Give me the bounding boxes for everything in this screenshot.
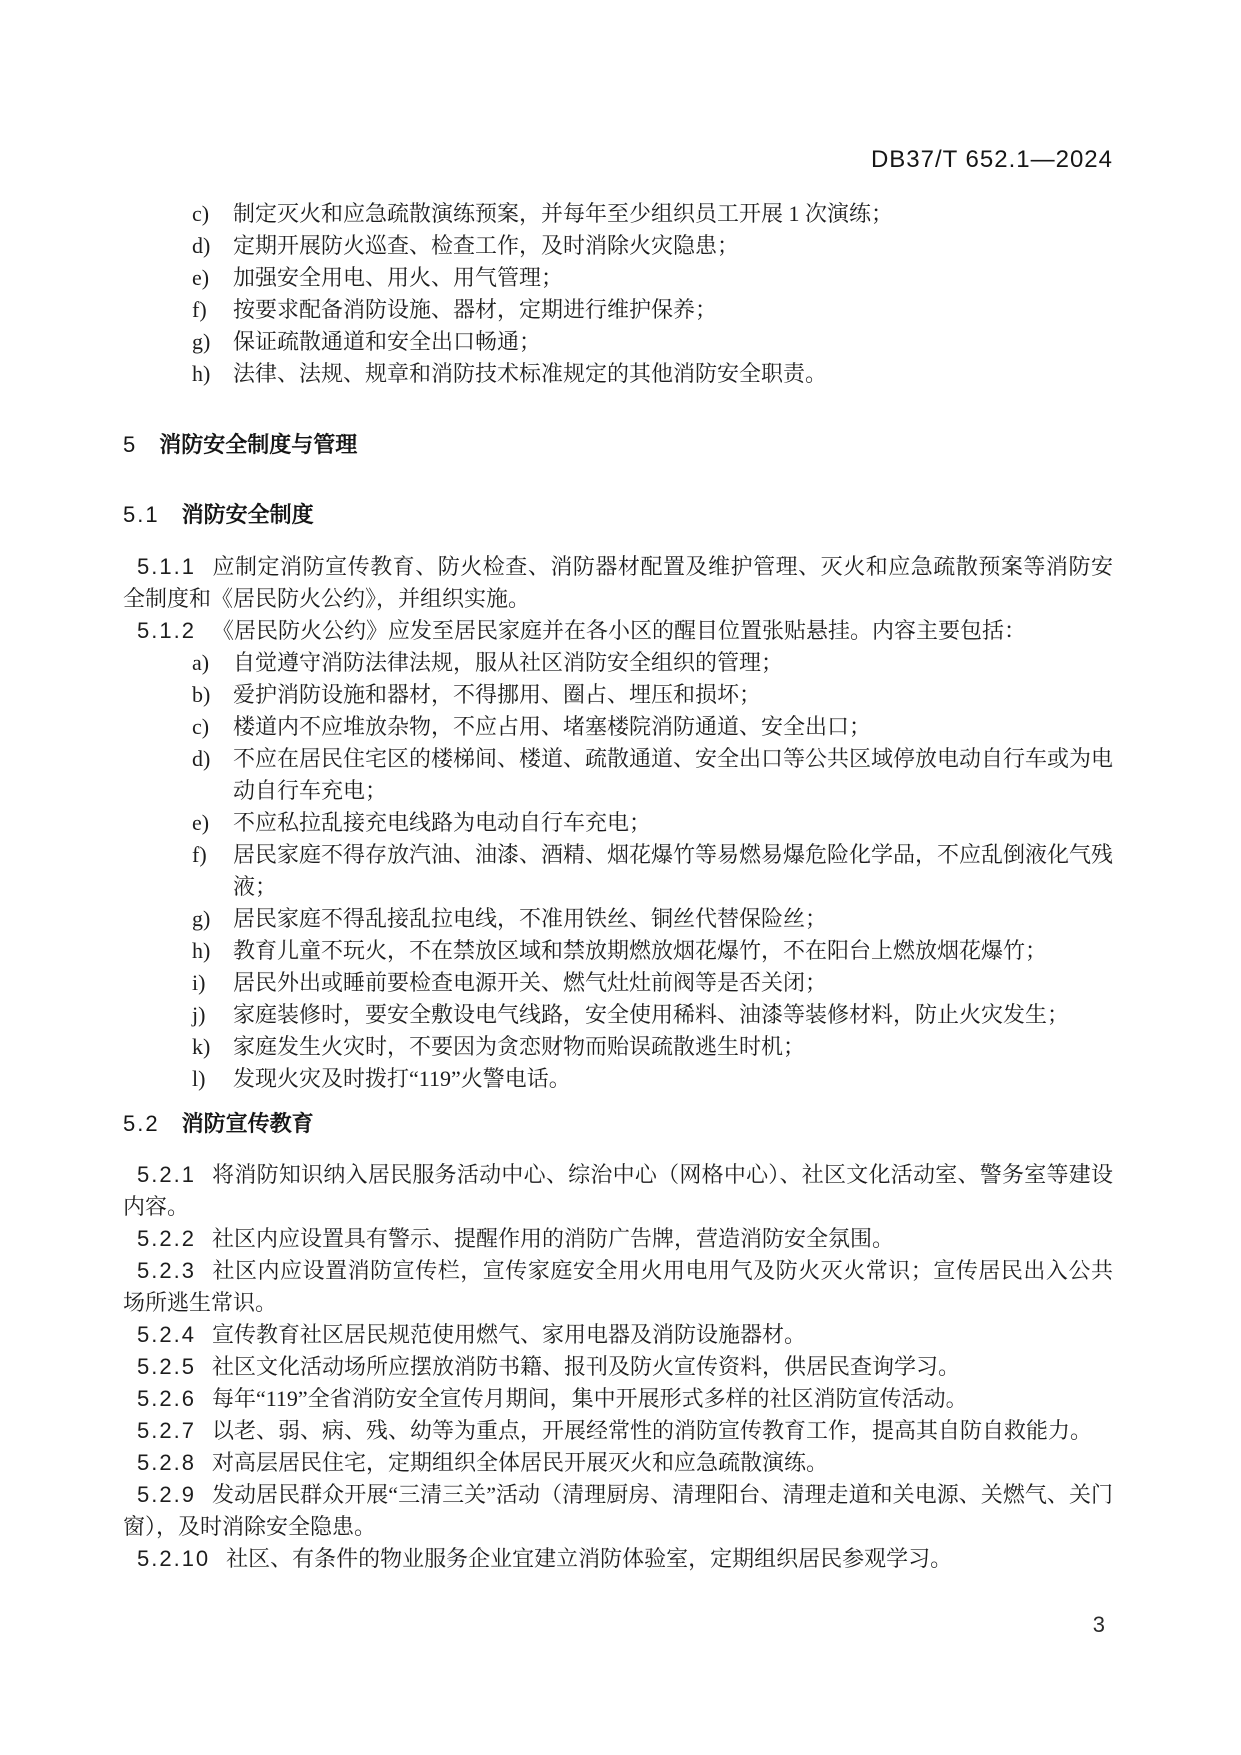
clause-text: 社区、有条件的物业服务企业宜建立消防体验室，定期组织居民参观学习。: [226, 1546, 953, 1571]
list-item: [123, 839, 1113, 903]
list-item-text: 制定灭火和应急疏散演练预案，并每年至少组织员工开展 1 次演练；: [233, 201, 894, 226]
clause: [123, 551, 1113, 615]
clause: [123, 1415, 1113, 1447]
clause-number: 5.2.9: [137, 1482, 196, 1507]
list-item: [123, 358, 1113, 390]
list-item-text: 定期开展防火巡查、检查工作，及时消除火灾隐患；: [233, 233, 740, 258]
section-5-2-number: 5.2: [123, 1111, 160, 1136]
list-item-text: 楼道内不应堆放杂物，不应占用、堵塞楼院消防通道、安全出口；: [233, 714, 872, 739]
clause-text: 应制定消防宣传教育、防火检查、消防器材配置及维护管理、灭火和应急疏散预案等消防安全制度和《居民防火公约》，并组织实施。: [123, 554, 1113, 611]
clause: [123, 1479, 1113, 1543]
clause-number: 5.2.5: [137, 1354, 196, 1379]
list-item-text: 家庭装修时，要安全敷设电气线路，安全使用稀料、油漆等装修材料，防止火灾发生；: [233, 1002, 1070, 1027]
list-item-text: 家庭发生火灾时，不要因为贪恋财物而贻误疏散逃生时机；: [233, 1034, 806, 1059]
list-item: [123, 807, 1113, 839]
covenant-list: [123, 647, 1113, 1095]
list-item-label: b): [192, 682, 211, 707]
list-item: [123, 903, 1113, 935]
list-item: [123, 711, 1113, 743]
clause-text: 每年“119”全省消防安全宣传月期间，集中开展形式多样的社区消防宣传活动。: [211, 1386, 968, 1411]
section-5-1-number: 5.1: [123, 502, 160, 527]
section-5-heading: [123, 430, 1113, 460]
list-item-label: d): [192, 233, 211, 258]
clause-number: 5.2.8: [137, 1450, 196, 1475]
list-item: [123, 294, 1113, 326]
section-5-1-heading: [123, 500, 1113, 530]
clause-number: 5.2.10: [137, 1546, 211, 1571]
list-item: [123, 1031, 1113, 1063]
section-5-2-heading: [123, 1109, 1113, 1139]
list-item: [123, 198, 1113, 230]
clause-number: 5.2.2: [137, 1226, 196, 1251]
section-5-2-title: 消防宣传教育: [181, 1111, 314, 1136]
clause-number: 5.2.3: [137, 1258, 196, 1283]
clause-number: 5.1.2: [137, 618, 196, 643]
list-item: [123, 647, 1113, 679]
page-number: 3: [1092, 1612, 1105, 1637]
list-item-label: j): [192, 1002, 206, 1027]
clause-text: 将消防知识纳入居民服务活动中心、综治中心（网格中心）、社区文化活动室、警务室等建设内容。: [123, 1162, 1113, 1219]
doc-code-header: DB37/T 652.1—2024: [870, 146, 1113, 173]
list-item-text: 教育儿童不玩火，不在禁放区域和禁放期燃放烟花爆竹，不在阳台上燃放烟花爆竹；: [233, 938, 1048, 963]
list-item-text: 居民家庭不得乱接乱拉电线，不准用铁丝、铜丝代替保险丝；: [233, 906, 828, 931]
list-item-text: 按要求配备消防设施、器材，定期进行维护保养；: [233, 297, 718, 322]
clause-number: 5.2.7: [137, 1418, 196, 1443]
list-item-label: h): [192, 938, 211, 963]
list-item-text: 不应在居民住宅区的楼梯间、楼道、疏散通道、安全出口等公共区域停放电动自行车或为电动自行车充电；: [233, 746, 1114, 803]
list-item-text: 不应私拉乱接充电线路为电动自行车充电；: [233, 810, 652, 835]
section-5-2-clauses: [123, 1159, 1113, 1575]
clause-text: 《居民防火公约》应发至居民家庭并在各小区的醒目位置张贴悬挂。内容主要包括：: [211, 618, 1026, 643]
list-item-label: e): [192, 265, 210, 290]
list-item-label: l): [192, 1066, 206, 1091]
list-item-label: c): [192, 201, 210, 226]
list-item-text: 爱护消防设施和器材，不得挪用、圈占、埋压和损坏；: [233, 682, 762, 707]
list-item: [123, 230, 1113, 262]
list-item-text: 加强安全用电、用火、用气管理；: [233, 265, 564, 290]
section-5-number: 5: [123, 432, 138, 457]
list-item: [123, 262, 1113, 294]
list-item-text: 居民外出或睡前要检查电源开关、燃气灶灶前阀等是否关闭；: [233, 970, 828, 995]
list-item-text: 发现火灾及时拨打“119”火警电话。: [233, 1066, 571, 1091]
list-item-label: g): [192, 906, 211, 931]
list-item: [123, 679, 1113, 711]
clause-number: 5.2.6: [137, 1386, 196, 1411]
clause-text: 社区内应设置消防宣传栏，宣传家庭安全用火用电用气及防火灭火常识；宣传居民出入公共场所逃生常识。: [123, 1258, 1113, 1315]
list-item-label: f): [192, 842, 207, 867]
section-5-1-clauses: [123, 551, 1113, 647]
list-item: [123, 1063, 1113, 1095]
clause-text: 发动居民群众开展“三清三关”活动（清理厨房、清理阳台、清理走道和关电源、关燃气、关门窗），及时消除安全隐患。: [123, 1482, 1113, 1539]
list-item: [123, 999, 1113, 1031]
list-item-text: 自觉遵守消防法律法规，服从社区消防安全组织的管理；: [233, 650, 784, 675]
list-item-label: a): [192, 650, 210, 675]
list-item: [123, 326, 1113, 358]
list-item: [123, 743, 1113, 807]
list-item-text: 法律、法规、规章和消防技术标准规定的其他消防安全职责。: [233, 361, 828, 386]
clause: [123, 1351, 1113, 1383]
clause: [123, 1447, 1113, 1479]
list-item-label: f): [192, 297, 207, 322]
clause-number: 5.2.1: [137, 1162, 196, 1187]
clause-text: 以老、弱、病、残、幼等为重点，开展经常性的消防宣传教育工作，提高其自防自救能力。: [211, 1418, 1092, 1443]
list-item: [123, 935, 1113, 967]
list-item-label: c): [192, 714, 210, 739]
clause-text: 社区内应设置具有警示、提醒作用的消防广告牌，营造消防安全氛围。: [211, 1226, 894, 1251]
clause-number: 5.2.4: [137, 1322, 196, 1347]
clause: [123, 1255, 1113, 1319]
duties-list: [123, 198, 1113, 390]
list-item-label: g): [192, 329, 211, 354]
list-item-label: k): [192, 1034, 211, 1059]
clause: [123, 1159, 1113, 1223]
clause: [123, 1383, 1113, 1415]
list-item-label: h): [192, 361, 211, 386]
section-5-1-title: 消防安全制度: [181, 502, 314, 527]
clause-number: 5.1.1: [137, 554, 196, 579]
list-item-text: 保证疏散通道和安全出口畅通；: [233, 329, 542, 354]
list-item-label: i): [192, 970, 206, 995]
clause: [123, 615, 1113, 647]
clause: [123, 1223, 1113, 1255]
clause-text: 社区文化活动场所应摆放消防书籍、报刊及防火宣传资料，供居民查询学习。: [211, 1354, 960, 1379]
clause-text: 对高层居民住宅，定期组织全体居民开展灭火和应急疏散演练。: [211, 1450, 828, 1475]
list-item: [123, 967, 1113, 999]
list-item-label: d): [192, 746, 211, 771]
section-5-title: 消防安全制度与管理: [159, 432, 358, 457]
clause-text: 宣传教育社区居民规范使用燃气、家用电器及消防设施器材。: [211, 1322, 806, 1347]
list-item-text: 居民家庭不得存放汽油、油漆、酒精、烟花爆竹等易燃易爆危险化学品，不应乱倒液化气残液；: [233, 842, 1114, 899]
clause: [123, 1319, 1113, 1351]
clause: [123, 1543, 1113, 1575]
list-item-label: e): [192, 810, 210, 835]
